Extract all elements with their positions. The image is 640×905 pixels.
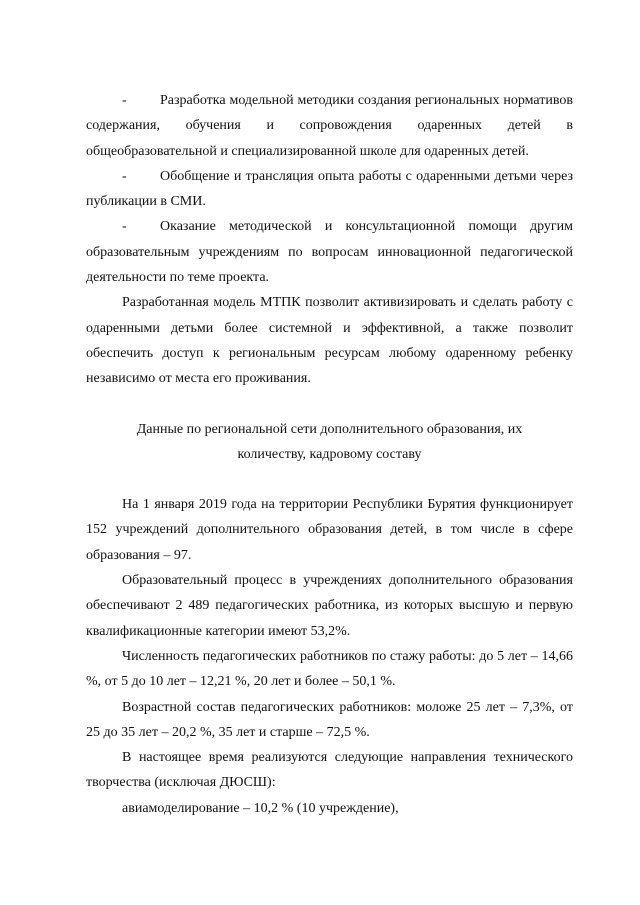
paragraph-aviamodeling: авиамоделирование – 10,2 % (10 учреждение), bbox=[122, 800, 399, 816]
bullet-dash: - bbox=[122, 93, 127, 108]
paragraph-staff: Образовательный процесс в учреждениях дополнительного образования обеспечивают 2 489 педагогических работника, из которых высшую и первую квалификационные категории имеют 53,2%. bbox=[86, 573, 573, 639]
bullet-item-3 bbox=[86, 214, 573, 290]
bullet-text: Разработка модельной методики создания региональных нормативов содержания, обучения и сопровождения одаренных детей в общеобразовательной и специализированной школе для одаренных детей. bbox=[86, 93, 573, 159]
bullet-item-2 bbox=[86, 164, 573, 215]
paragraph-directions: В настоящее время реализуются следующие направления технического творчества (исключая ДЮСШ): bbox=[86, 750, 573, 791]
document-page bbox=[86, 88, 573, 821]
section-heading-line-1: Данные по региональной сети дополнительного образования, их bbox=[136, 421, 523, 437]
section-heading-line-2: количеству, кадровому составу bbox=[237, 446, 422, 462]
bullet-item-1 bbox=[86, 88, 573, 164]
bullet-dash: - bbox=[122, 219, 127, 235]
paragraph-institutions: На 1 января 2019 года на территории Республики Бурятия функционирует 152 учреждений дополнительного образования детей, в том числе в сфере образования – 97. bbox=[86, 497, 573, 563]
section-heading bbox=[86, 417, 573, 468]
paragraph-experience: Численность педагогических работников по стажу работы: до 5 лет – 14,66 %, от 5 до 10 лет – 12,21 %, 20 лет и более – 50,1 %. bbox=[86, 648, 573, 690]
bullet-dash: - bbox=[122, 168, 127, 184]
paragraph-age: Возрастной состав педагогических работников: моложе 25 лет – 7,3%, от 25 до 35 лет – 20,2 %, 35 лет и старше – 72,5 %. bbox=[86, 699, 573, 740]
conclusion-paragraph: Разработанная модель МТПК позволит активизировать и сделать работу с одаренными детьми более системной и эффективной, а также позволит обеспечить доступ к региональным ресурсам любому одаренному ребенку независимо от места его проживания. bbox=[86, 295, 573, 387]
bullet-text: Оказание методической и консультационной помощи другим образовательным учреждениям по вопросам инновационной педагогической деятельности по теме проекта. bbox=[86, 219, 573, 286]
bullet-text: Обобщение и трансляция опыта работы с одаренными детьми через публикации в СМИ. bbox=[86, 168, 573, 210]
